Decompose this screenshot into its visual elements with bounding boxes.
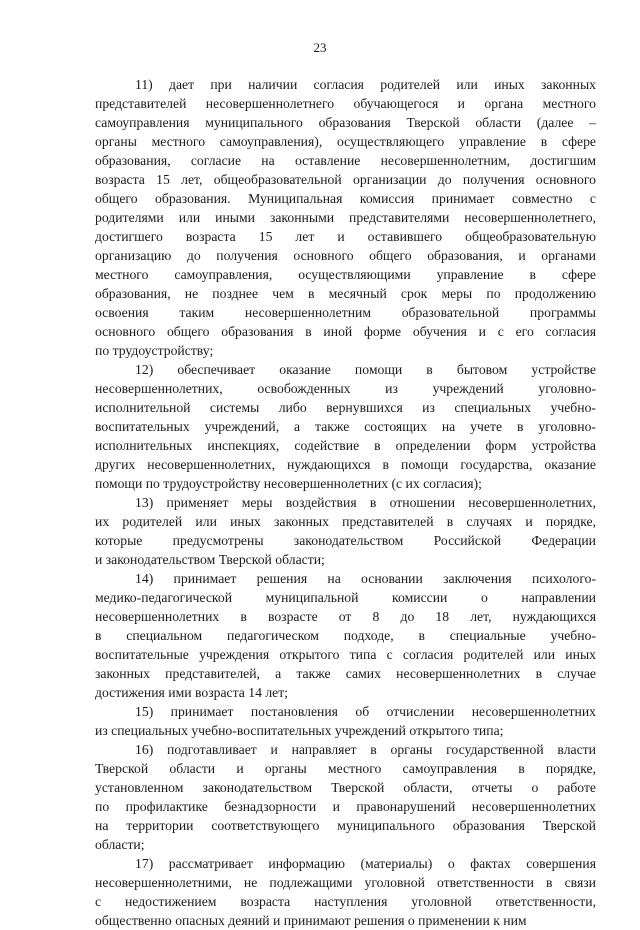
- text-line: несовершеннолетними, не подлежащими уголовной ответственности в связи: [95, 875, 596, 890]
- text-line: других несовершеннолетних, нуждающихся в помощи государства, оказание: [95, 457, 596, 472]
- text-line: достижения ими возраста 14 лет;: [95, 685, 289, 700]
- text-line: и законодательством Тверской области;: [95, 552, 325, 567]
- text-line: организацию до получения основного общего образования, и органами: [95, 248, 596, 263]
- text-line: по профилактике безнадзорности и правонарушений несовершеннолетних: [95, 799, 596, 814]
- text-line: 13) применяет меры воздействия в отношении несовершеннолетних,: [135, 495, 596, 510]
- list-item: [95, 493, 596, 569]
- text-line: законных представителей, а также самих несовершеннолетних в случае: [95, 666, 596, 681]
- text-line: общего образования. Муниципальная комиссия принимает совместно с: [95, 191, 596, 206]
- text-line: в специальном педагогическом подходе, в специальные учебно-: [95, 628, 596, 643]
- document-body: [95, 75, 596, 930]
- text-line: медико-педагогической муниципальной комиссии о направлении: [95, 590, 596, 605]
- list-item: [95, 854, 596, 930]
- text-line: самоуправления муниципального образования Тверской области (далее –: [95, 115, 596, 130]
- text-line: воспитательных учреждений, а также состоящих на учете в уголовно-: [95, 419, 596, 434]
- text-line: 14) принимает решения на основании заключения психолого-: [135, 571, 596, 586]
- text-line: местного самоуправления, осуществляющими управление в сфере: [95, 267, 596, 282]
- text-line: органы местного самоуправления), осуществляющего управление в сфере: [95, 134, 596, 149]
- text-line: установленном законодательством Тверской области, отчеты о работе: [95, 780, 596, 795]
- text-line: достигшего возраста 15 лет и оставившего общеобразовательную: [95, 229, 596, 244]
- text-line: 11) дает при наличии согласия родителей или иных законных: [135, 77, 596, 92]
- text-line: образования, согласие на оставление несовершеннолетним, достигшим: [95, 153, 596, 168]
- text-line: из специальных учебно-воспитательных учреждений открытого типа;: [95, 723, 504, 738]
- text-line: освоения таким несовершеннолетним образовательной программы: [95, 305, 596, 320]
- page-number: 23: [313, 40, 327, 55]
- text-line: исполнительной системы либо вернувшихся из специальных учебно-: [95, 400, 596, 415]
- text-line: 17) рассматривает информацию (материалы) о фактах совершения: [135, 856, 596, 871]
- text-line: общественно опасных деяний и принимают решения о применении к ним: [95, 913, 527, 928]
- text-line: образования, не позднее чем в месячный срок меры по продолжению: [95, 286, 596, 301]
- text-line: родителями или иными законными представителями несовершеннолетнего,: [95, 210, 596, 225]
- text-line: по трудоустройству;: [95, 343, 214, 358]
- list-item: [95, 702, 596, 740]
- text-line: Тверской области и органы местного самоуправления в порядке,: [95, 761, 596, 776]
- list-item: [95, 75, 596, 360]
- text-line: представителей несовершеннолетнего обучающегося и органа местного: [95, 96, 596, 111]
- list-item: [95, 740, 596, 854]
- text-line: возраста 15 лет, общеобразовательной организации до получения основного: [95, 172, 596, 187]
- text-line: помощи по трудоустройству несовершеннолетних (с их согласия);: [95, 476, 482, 491]
- text-line: основного общего образования в иной форме обучения и с его согласия: [95, 324, 596, 339]
- text-line: 16) подготавливает и направляет в органы государственной власти: [135, 742, 596, 757]
- text-line: несовершеннолетних, освобожденных из учреждений уголовно-: [95, 381, 596, 396]
- text-line: которые предусмотрены законодательством Российской Федерации: [95, 533, 596, 548]
- text-line: на территории соответствующего муниципального образования Тверской: [95, 818, 596, 833]
- text-line: их родителей или иных законных представителей в случаях и порядке,: [95, 514, 596, 529]
- list-item: [95, 360, 596, 493]
- text-line: 15) принимает постановления об отчислении несовершеннолетних: [135, 704, 596, 719]
- text-line: с недостижением возраста наступления уголовной ответственности,: [95, 894, 596, 909]
- text-line: исполнительных инспекциях, содействие в определении форм устройства: [95, 438, 596, 453]
- text-line: несовершеннолетних в возрасте от 8 до 18 лет, нуждающихся: [95, 609, 596, 624]
- text-line: воспитательные учреждения открытого типа с согласия родителей или иных: [95, 647, 596, 662]
- text-line: 12) обеспечивает оказание помощи в бытовом устройстве: [135, 362, 596, 377]
- list-item: [95, 569, 596, 702]
- text-line: области;: [95, 837, 145, 852]
